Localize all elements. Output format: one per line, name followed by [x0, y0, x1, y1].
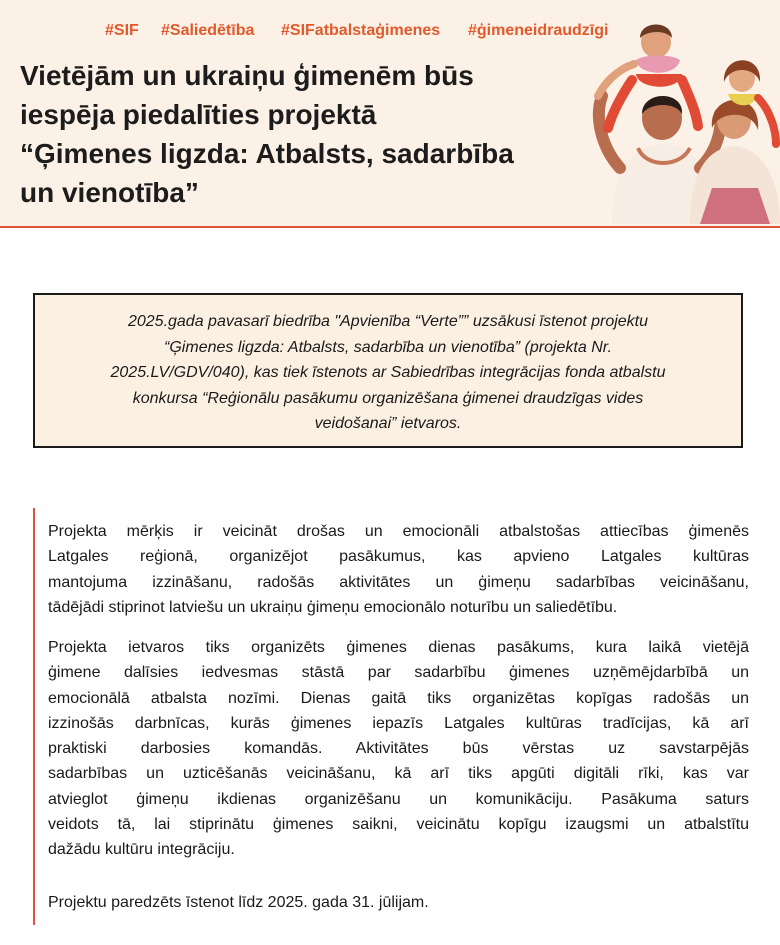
- body-line: sadarbības un uzticēšanās veicināšanu, kā arī tiks apgūti digitāli rīki, kas var: [48, 765, 749, 783]
- body-line: emocionālā atbalsta nozīmi. Dienas gaitā tiks organizētas kopīgas radošās un: [48, 689, 749, 707]
- body-line: dažādu kultūru integrāciju.: [48, 841, 235, 859]
- callout-line: 2025.gada pavasarī biedrība "Apvienība “Verte”” uzsākusi īstenot projektu: [127, 313, 649, 330]
- body-line: Projekta mērķis ir veicināt drošas un emocionāli atbalstošas attiecības ģimenēs: [48, 523, 749, 540]
- hashtag-saliedetiba[interactable]: #Saliedētība: [161, 22, 255, 39]
- body-line: ģimene dalīsies iedvesmas stāstā par sadarbību ģimenes uzņēmējdarbībā un: [48, 664, 749, 682]
- callout-line: konkursa “Reģionālu pasākumu organizēšana ģimenei draudzīgas vides: [132, 389, 644, 407]
- body-line: veidots tā, lai stiprinātu ģimenes saikni, veicinātu kopīgu izaugsmi un atbalstītu: [48, 816, 749, 834]
- body-line: izzinošās darbnīcas, kurās ģimenes iepazīs Latgales kultūras tradīcijas, kā arī: [48, 714, 749, 732]
- body-line: Projektu paredzēts īstenot līdz 2025. gada 31. jūlijam.: [48, 894, 429, 911]
- title-line: Vietējām un ukraiņu ģimenēm būs: [20, 60, 474, 91]
- body-line: Latgales reģionā, organizējot pasākumus, kas apvieno Latgales kultūras: [48, 548, 749, 566]
- body-line: mantojuma izzināšanu, radošās aktivitātes un ģimeņu sadarbības veicināšanu,: [48, 573, 749, 591]
- body-line: tādējādi stiprinot latviešu un ukraiņu ģimeņu emocionālo noturību un saliedētību.: [48, 598, 618, 616]
- title-line: un vienotība”: [20, 177, 199, 208]
- family-illustration: [572, 18, 780, 224]
- paragraph-deadline: [48, 890, 749, 915]
- intro-callout: [33, 293, 743, 448]
- body-line: praktiski darbosies komandās. Aktivitātes būs vērstas uz savstarpējās: [48, 740, 749, 758]
- title-line: iespēja piedalīties projektā: [20, 99, 377, 130]
- body-line: atvieglot ģimeņu ikdienas organizēšanu un komunikāciju. Pasākuma saturs: [48, 790, 749, 808]
- paragraph-goal: [48, 519, 749, 620]
- hashtag-gimeneidraudzigi[interactable]: #ģimeneidraudzīgi: [468, 22, 609, 39]
- callout-line: “Ģimenes ligzda: Atbalsts, sadarbība un vienotība” (projekta Nr.: [164, 338, 612, 356]
- body-line: Projekta ietvaros tiks organizēts ģimenes dienas pasākums, kura laikā vietējā: [48, 639, 749, 656]
- callout-line: veidošanai” ietvaros.: [314, 415, 462, 432]
- hashtag-sifatbalstagimenes[interactable]: #SIFatbalstaģimenes: [281, 22, 441, 39]
- paragraph-activities: [48, 635, 749, 863]
- page-title: [20, 56, 580, 212]
- hashtag-sif[interactable]: #SIF: [105, 22, 139, 39]
- title-line: “Ģimenes ligzda: Atbalsts, sadarbība: [20, 138, 514, 169]
- article-body: [33, 508, 751, 925]
- callout-line: 2025.LV/GDV/040), kas tiek īstenots ar Sabiedrības integrācijas fonda atbalstu: [110, 364, 666, 381]
- header-banner: [0, 0, 780, 228]
